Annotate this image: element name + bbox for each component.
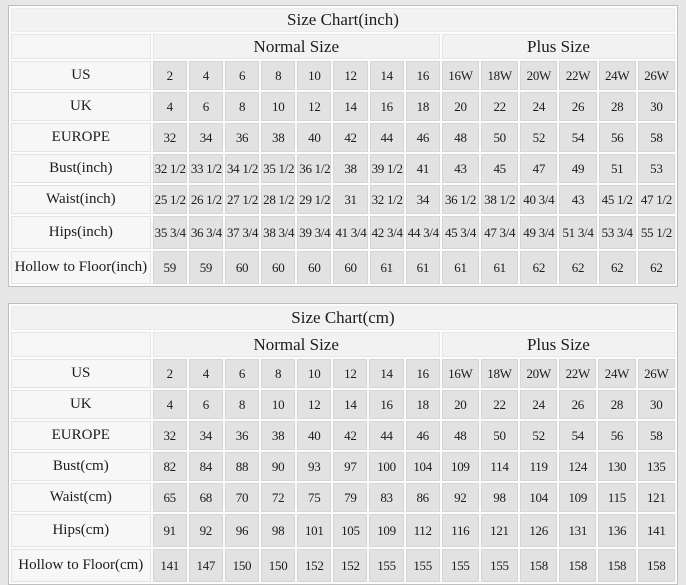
size-value: 47 (520, 154, 557, 183)
size-value: 104 (406, 452, 440, 481)
size-value: 59 (153, 251, 187, 284)
table-row (11, 92, 675, 121)
size-value: 14 (369, 359, 403, 388)
column-group-header: Plus Size (442, 332, 675, 357)
column-group-header: Plus Size (442, 34, 675, 59)
size-value: 32 (153, 421, 187, 450)
size-value: 8 (261, 359, 295, 388)
table-row (11, 514, 675, 547)
size-value: 31 (333, 185, 367, 214)
size-value: 45 1/2 (599, 185, 636, 214)
size-value: 16W (442, 61, 479, 90)
size-value: 38 3/4 (261, 216, 295, 249)
size-value: 60 (297, 251, 331, 284)
table-row (11, 185, 675, 214)
size-value: 48 (442, 421, 479, 450)
size-value: 48 (442, 123, 479, 152)
size-value: 97 (333, 452, 367, 481)
size-value: 70 (225, 483, 259, 512)
size-value: 8 (261, 61, 295, 90)
size-value: 6 (189, 390, 223, 419)
size-value: 155 (369, 549, 403, 582)
size-value: 116 (442, 514, 479, 547)
size-value: 36 (225, 123, 259, 152)
table-row (11, 421, 675, 450)
size-value: 44 (369, 421, 403, 450)
size-value: 46 (406, 421, 440, 450)
size-value: 10 (297, 359, 331, 388)
size-value: 88 (225, 452, 259, 481)
size-value: 32 1/2 (153, 154, 187, 183)
size-value: 45 3/4 (442, 216, 479, 249)
size-value: 90 (261, 452, 295, 481)
size-value: 53 3/4 (599, 216, 636, 249)
size-chart-inch-table (8, 5, 678, 287)
size-value: 16W (442, 359, 479, 388)
size-value: 24 (520, 390, 557, 419)
row-label: Bust(cm) (11, 452, 151, 481)
size-value: 40 (297, 421, 331, 450)
size-value: 22 (481, 390, 518, 419)
size-value: 34 1/2 (225, 154, 259, 183)
size-value: 26 1/2 (189, 185, 223, 214)
size-value: 158 (520, 549, 557, 582)
size-value: 52 (520, 123, 557, 152)
size-value: 55 1/2 (638, 216, 675, 249)
size-value: 40 3/4 (520, 185, 557, 214)
size-value: 12 (333, 359, 367, 388)
size-value: 46 (406, 123, 440, 152)
size-value: 150 (225, 549, 259, 582)
size-value: 75 (297, 483, 331, 512)
size-value: 54 (559, 421, 596, 450)
size-value: 109 (369, 514, 403, 547)
size-value: 41 3/4 (333, 216, 367, 249)
table-row (11, 61, 675, 90)
size-value: 34 (406, 185, 440, 214)
size-value: 26 (559, 390, 596, 419)
column-group-row (11, 34, 675, 59)
size-value: 42 3/4 (370, 216, 404, 249)
size-value: 98 (481, 483, 518, 512)
size-value: 26 (559, 92, 596, 121)
size-value: 18 (406, 390, 440, 419)
size-value: 115 (598, 483, 635, 512)
size-value: 35 1/2 (261, 154, 295, 183)
size-value: 51 (599, 154, 636, 183)
table-row (11, 390, 675, 419)
table-row (11, 154, 675, 183)
size-value: 35 3/4 (153, 216, 187, 249)
size-value: 101 (297, 514, 331, 547)
size-value: 14 (333, 92, 367, 121)
size-value: 58 (638, 421, 675, 450)
size-value: 33 1/2 (189, 154, 223, 183)
size-value: 42 (333, 421, 367, 450)
size-value: 56 (598, 421, 635, 450)
size-value: 12 (297, 390, 331, 419)
table-title: Size Chart(cm) (11, 306, 675, 330)
size-value: 8 (225, 92, 259, 121)
size-value: 41 (406, 154, 440, 183)
row-label: EUROPE (11, 421, 151, 450)
table-row (11, 452, 675, 481)
row-label: US (11, 61, 151, 90)
size-value: 4 (153, 92, 187, 121)
size-value: 155 (406, 549, 440, 582)
row-label: Waist(inch) (11, 185, 151, 214)
size-value: 42 (333, 123, 367, 152)
size-value: 50 (481, 123, 518, 152)
size-value: 18W (481, 359, 518, 388)
size-value: 136 (598, 514, 635, 547)
row-label: Waist(cm) (11, 483, 151, 512)
size-value: 43 (559, 185, 596, 214)
size-value: 14 (333, 390, 367, 419)
size-value: 22W (559, 359, 596, 388)
size-value: 32 (153, 123, 187, 152)
size-value: 12 (297, 92, 331, 121)
size-value: 38 (333, 154, 367, 183)
size-value: 22 (481, 92, 518, 121)
size-value: 4 (189, 359, 223, 388)
size-value: 68 (189, 483, 223, 512)
size-value: 47 3/4 (481, 216, 518, 249)
size-value: 2 (153, 359, 187, 388)
size-value: 158 (559, 549, 596, 582)
size-value: 30 (638, 92, 675, 121)
size-value: 60 (333, 251, 367, 284)
size-value: 62 (520, 251, 557, 284)
size-value: 62 (559, 251, 596, 284)
size-value: 49 (559, 154, 596, 183)
row-label: Hollow to Floor(cm) (11, 549, 151, 582)
size-value: 24 (520, 92, 557, 121)
row-label: US (11, 359, 151, 388)
size-value: 147 (189, 549, 223, 582)
table-title-row (11, 306, 675, 330)
size-value: 62 (599, 251, 636, 284)
table-row (11, 123, 675, 152)
table-row (11, 251, 675, 284)
size-value: 36 1/2 (442, 185, 479, 214)
table-title-row (11, 8, 675, 32)
size-value: 91 (153, 514, 187, 547)
size-value: 141 (153, 549, 187, 582)
size-value: 121 (638, 483, 675, 512)
size-value: 60 (225, 251, 259, 284)
size-value: 44 (370, 123, 404, 152)
size-value: 2 (153, 61, 187, 90)
size-value: 34 (189, 123, 223, 152)
size-value: 104 (520, 483, 557, 512)
size-chart-page (0, 5, 686, 573)
row-label: Hollow to Floor(inch) (11, 251, 151, 284)
size-value: 121 (481, 514, 518, 547)
size-value: 39 1/2 (370, 154, 404, 183)
size-value: 155 (481, 549, 518, 582)
size-value: 44 3/4 (406, 216, 440, 249)
size-value: 72 (261, 483, 295, 512)
size-value: 43 (442, 154, 479, 183)
size-value: 155 (442, 549, 479, 582)
size-value: 16 (406, 61, 440, 90)
size-value: 22W (559, 61, 596, 90)
size-value: 10 (297, 61, 331, 90)
size-value: 16 (406, 359, 440, 388)
size-value: 24W (599, 61, 636, 90)
size-value: 40 (297, 123, 331, 152)
table-row (11, 483, 675, 512)
size-value: 152 (333, 549, 367, 582)
size-value: 62 (638, 251, 675, 284)
size-value: 26W (638, 61, 675, 90)
size-value: 18 (406, 92, 440, 121)
size-value: 61 (481, 251, 518, 284)
size-value: 20W (520, 61, 557, 90)
size-chart-cm-table (8, 303, 678, 585)
size-value: 82 (153, 452, 187, 481)
size-value: 20 (442, 390, 479, 419)
size-value: 54 (559, 123, 596, 152)
size-value: 24W (598, 359, 635, 388)
row-label: UK (11, 92, 151, 121)
size-value: 141 (638, 514, 675, 547)
size-value: 27 1/2 (225, 185, 259, 214)
size-value: 36 3/4 (189, 216, 223, 249)
size-value: 47 1/2 (638, 185, 675, 214)
size-value: 114 (481, 452, 518, 481)
row-label: UK (11, 390, 151, 419)
size-value: 96 (225, 514, 259, 547)
size-value: 58 (638, 123, 675, 152)
size-value: 38 (261, 421, 295, 450)
size-value: 4 (189, 61, 223, 90)
size-value: 100 (369, 452, 403, 481)
size-value: 4 (153, 390, 187, 419)
size-value: 30 (638, 390, 675, 419)
size-value: 92 (189, 514, 223, 547)
size-value: 135 (638, 452, 675, 481)
size-value: 51 3/4 (559, 216, 596, 249)
size-value: 28 (599, 92, 636, 121)
size-value: 10 (261, 92, 295, 121)
table-title: Size Chart(inch) (11, 8, 675, 32)
row-label: Hips(inch) (11, 216, 151, 249)
size-value: 28 1/2 (261, 185, 295, 214)
size-value: 92 (442, 483, 479, 512)
size-value: 49 3/4 (520, 216, 557, 249)
size-value: 26W (638, 359, 675, 388)
size-value: 79 (333, 483, 367, 512)
row-label: Hips(cm) (11, 514, 151, 547)
size-value: 158 (598, 549, 635, 582)
size-value: 53 (638, 154, 675, 183)
corner-cell (11, 332, 151, 357)
column-group-row (11, 332, 675, 357)
size-value: 126 (520, 514, 557, 547)
size-value: 119 (520, 452, 557, 481)
size-value: 50 (481, 421, 518, 450)
table-row (11, 216, 675, 249)
size-value: 109 (559, 483, 596, 512)
size-value: 60 (261, 251, 295, 284)
size-value: 105 (333, 514, 367, 547)
row-label: EUROPE (11, 123, 151, 152)
column-group-header: Normal Size (153, 34, 440, 59)
size-value: 158 (638, 549, 675, 582)
size-value: 14 (370, 61, 404, 90)
table-row (11, 359, 675, 388)
size-value: 32 1/2 (370, 185, 404, 214)
size-value: 18W (481, 61, 518, 90)
size-value: 61 (370, 251, 404, 284)
size-value: 29 1/2 (297, 185, 331, 214)
size-value: 61 (442, 251, 479, 284)
size-value: 109 (442, 452, 479, 481)
size-value: 130 (598, 452, 635, 481)
size-value: 20 (442, 92, 479, 121)
size-value: 6 (225, 359, 259, 388)
size-value: 45 (481, 154, 518, 183)
size-value: 152 (297, 549, 331, 582)
size-value: 84 (189, 452, 223, 481)
size-value: 6 (189, 92, 223, 121)
size-value: 39 3/4 (297, 216, 331, 249)
size-value: 61 (406, 251, 440, 284)
size-value: 38 1/2 (481, 185, 518, 214)
column-group-header: Normal Size (153, 332, 440, 357)
size-value: 52 (520, 421, 557, 450)
size-value: 98 (261, 514, 295, 547)
row-label: Bust(inch) (11, 154, 151, 183)
size-value: 37 3/4 (225, 216, 259, 249)
size-value: 38 (261, 123, 295, 152)
size-value: 36 1/2 (297, 154, 331, 183)
size-value: 25 1/2 (153, 185, 187, 214)
size-value: 93 (297, 452, 331, 481)
size-value: 12 (333, 61, 367, 90)
table-row (11, 549, 675, 582)
size-value: 59 (189, 251, 223, 284)
size-value: 16 (370, 92, 404, 121)
size-value: 124 (559, 452, 596, 481)
size-value: 10 (261, 390, 295, 419)
size-value: 20W (520, 359, 557, 388)
size-value: 112 (406, 514, 440, 547)
corner-cell (11, 34, 151, 59)
size-value: 28 (598, 390, 635, 419)
size-value: 86 (406, 483, 440, 512)
size-value: 8 (225, 390, 259, 419)
size-value: 131 (559, 514, 596, 547)
size-value: 150 (261, 549, 295, 582)
size-value: 16 (369, 390, 403, 419)
size-value: 36 (225, 421, 259, 450)
size-value: 83 (369, 483, 403, 512)
size-value: 65 (153, 483, 187, 512)
size-value: 6 (225, 61, 259, 90)
size-value: 34 (189, 421, 223, 450)
size-value: 56 (599, 123, 636, 152)
